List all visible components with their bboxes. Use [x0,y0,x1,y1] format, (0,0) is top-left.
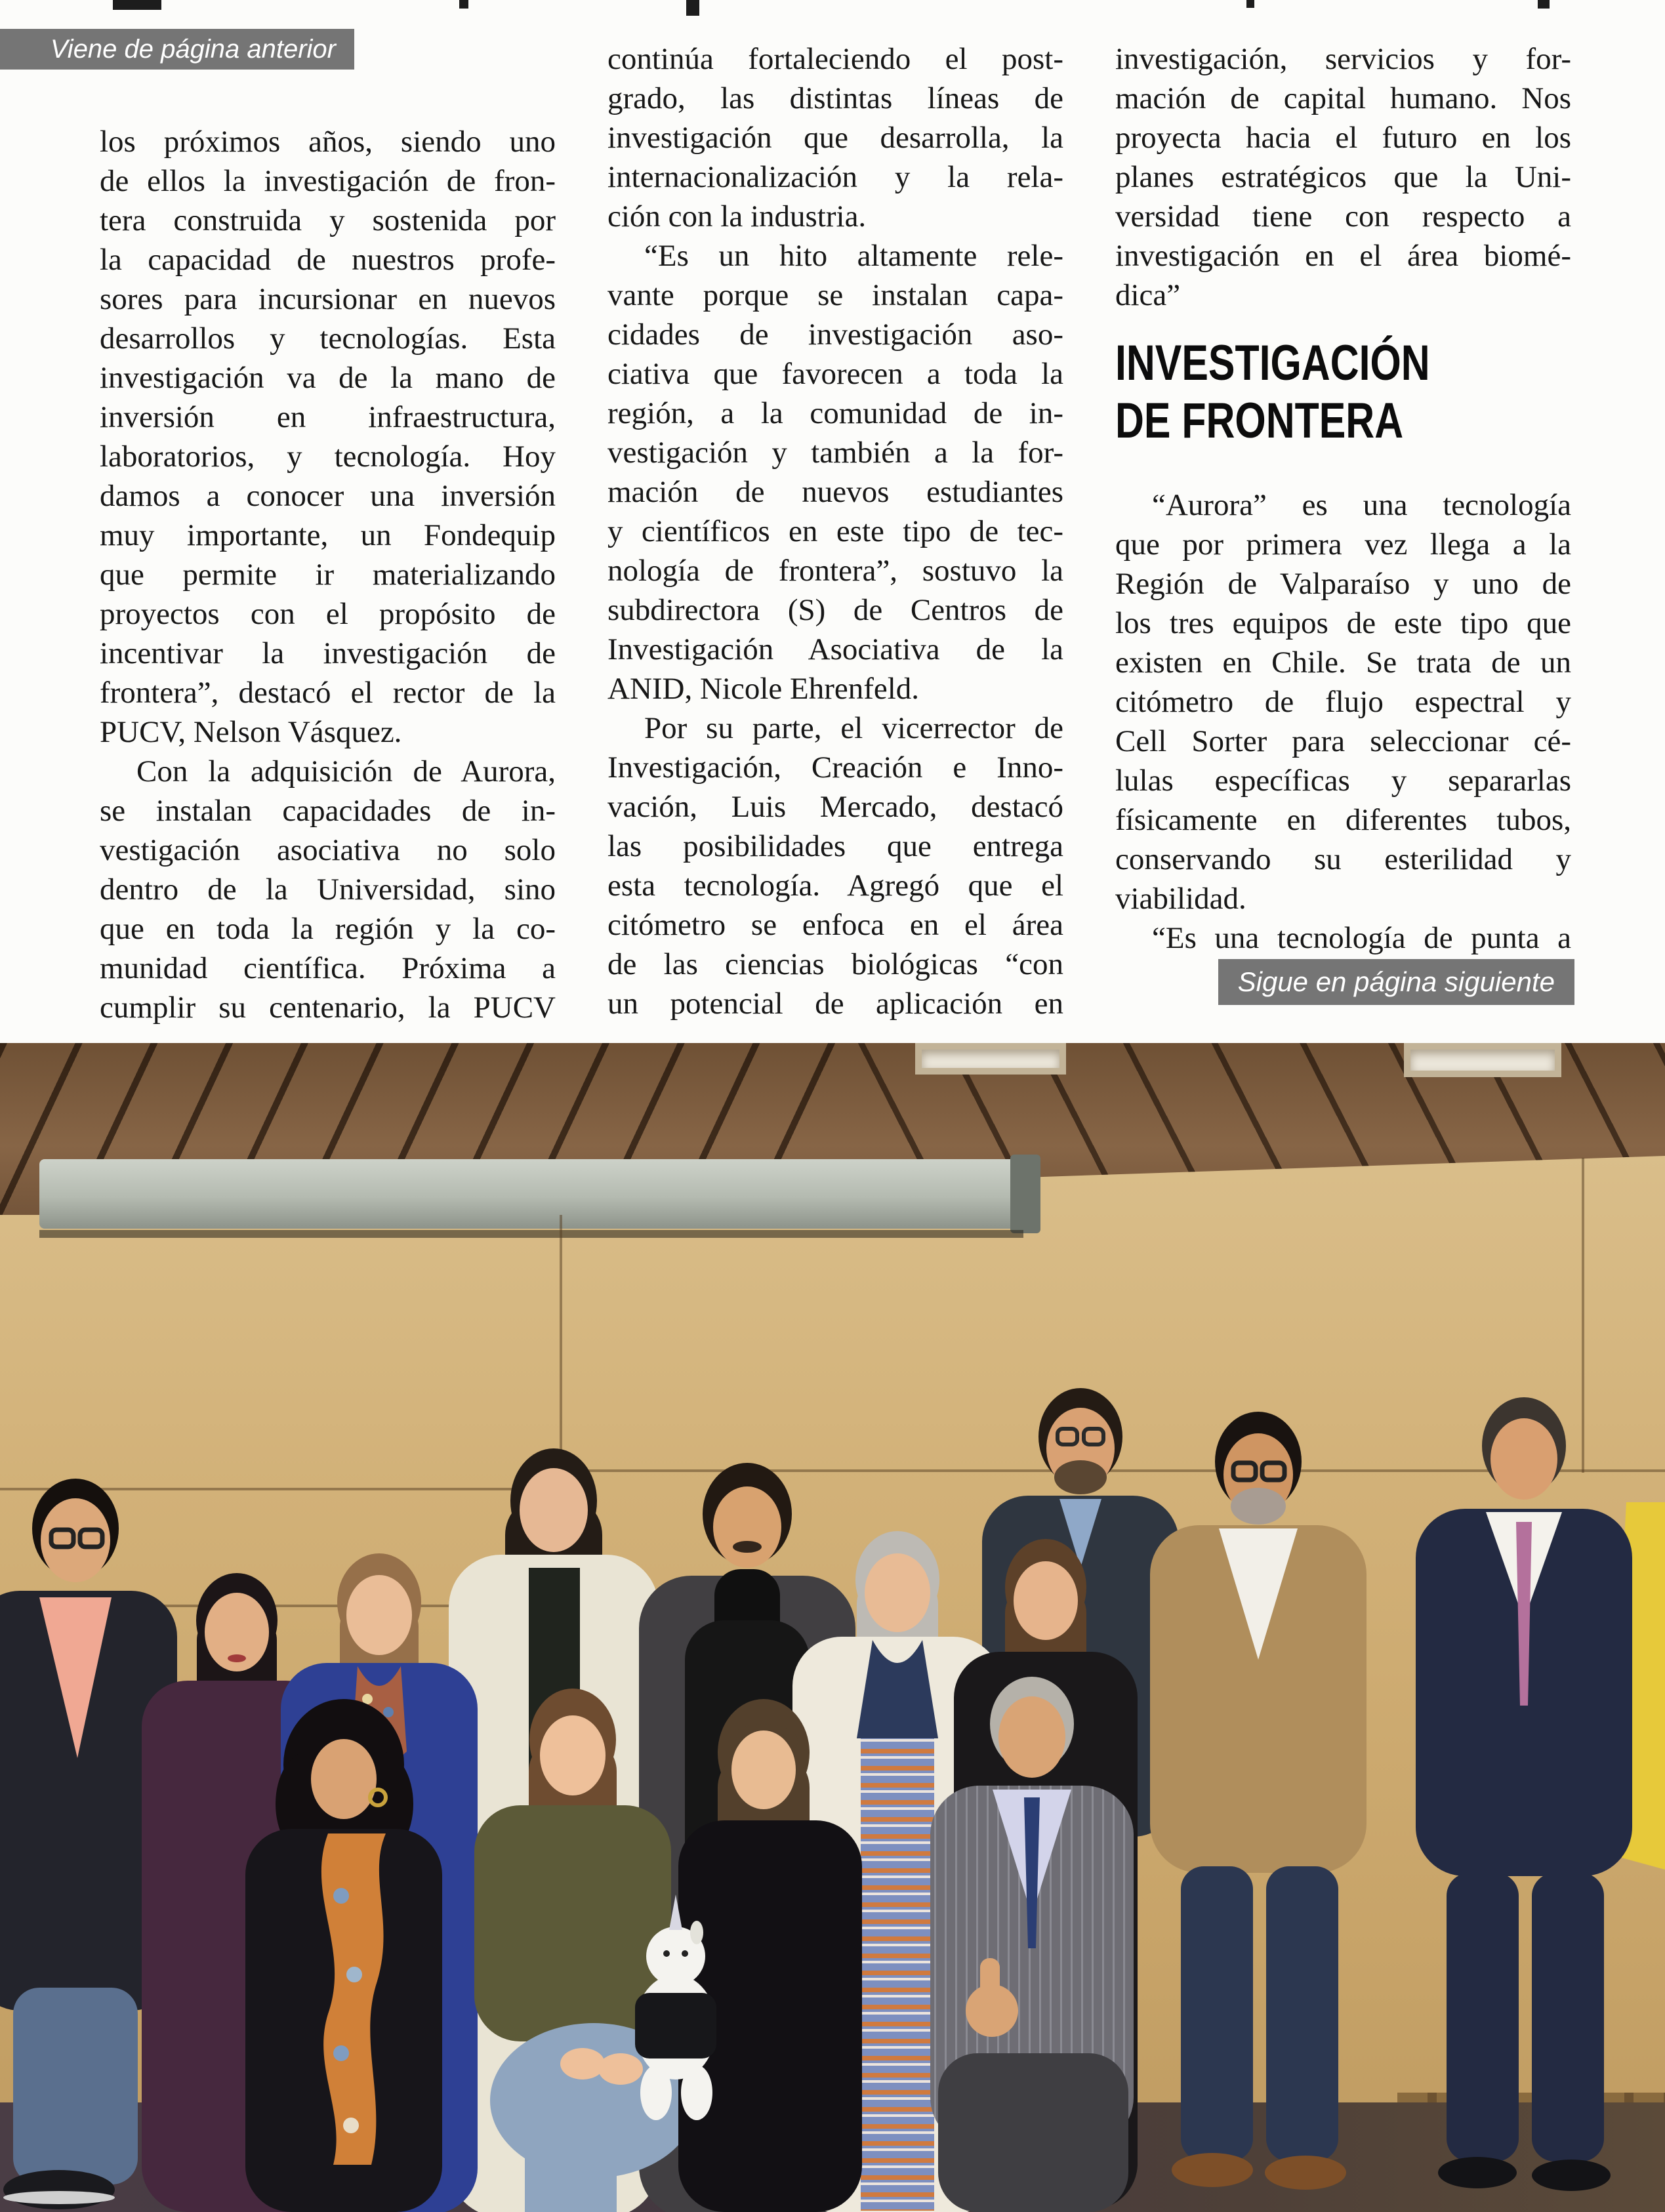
page-edge-artifact [1538,0,1550,9]
text-line: tera construida y sostenida por [100,203,556,237]
text-line: continúa fortaleciendo el post- [607,42,1063,76]
text-line: ción con la industria. [607,199,867,234]
text-line: las posibilidades que entrega [607,829,1063,863]
text-line: los tres equipos de este tipo que [1115,606,1571,640]
text-line: “Es un hito altamente rele- [644,239,1063,273]
text-line: físicamente en diferentes tubos, [1115,803,1571,837]
text-line: vestigación y también a la for- [607,436,1063,470]
text-line: Con la adquisición de Aurora, [136,754,556,789]
text-line: investigación en el área biomé- [1115,239,1571,273]
text-line: que en toda la región y la co- [100,912,556,946]
text-line: ANID, Nicole Ehrenfeld. [607,672,920,706]
text-line: versidad tiene con respecto a [1115,199,1571,234]
text-line: planes estratégicos que la Uni- [1115,160,1571,194]
text-line: muy importante, un Fondequip [100,518,556,552]
text-line: dica” [1115,278,1181,312]
text-line: investigación, servicios y for- [1115,42,1571,76]
text-line: Investigación Asociativa de la [607,632,1063,666]
text-line: cidades de investigación aso- [607,317,1063,352]
text-line: Por su parte, el vicerrector de [644,711,1063,745]
text-line: de las ciencias biológicas “con [607,947,1063,981]
text-line: lulas específicas y separarlas [1115,764,1571,798]
person-man-tan-blazer-gray-beard [1150,1412,1367,2190]
text-line: internacionalización y la rela- [607,160,1063,194]
people-group [0,1043,1665,2212]
text-line: vante porque se instalan capa- [607,278,1063,312]
text-line: existen en Chile. Se trata de un [1115,645,1571,680]
section-heading-line: DE FRONTERA [1115,393,1404,449]
article-column-3 [1115,39,1571,958]
text-line: Región de Valparaíso y uno de [1115,567,1571,601]
text-line: Cell Sorter para seleccionar cé- [1115,724,1571,758]
paragraph [100,752,556,1027]
text-line: esta tecnología. Agregó que el [607,869,1063,903]
text-line: nología de frontera”, sostuvo la [607,554,1063,588]
text-line: laboratorios, y tecnología. Hoy [100,440,556,474]
text-line: citómetro de flujo espectral y [1115,685,1571,719]
paragraph [100,122,556,752]
text-line: “Aurora” es una tecnología [1152,488,1571,522]
text-line: mación de capital humano. Nos [1115,81,1571,115]
text-line: ciativa que favorecen a toda la [607,357,1063,391]
page-edge-artifact [459,0,468,9]
text-line: vestigación asociativa no solo [100,833,556,867]
text-line: subdirectora (S) de Centros de [607,593,1063,627]
text-line: incentivar la investigación de [100,636,556,670]
text-line: dentro de la Universidad, sino [100,872,556,907]
text-line: conservando su esterilidad y [1115,842,1571,876]
text-line: un potencial de aplicación en [607,987,1063,1021]
text-line: proyecta hacia el futuro en los [1115,121,1571,155]
text-line: grado, las distintas líneas de [607,81,1063,115]
text-line: citómetro se enfoca en el área [607,908,1063,942]
text-line: Investigación, Creación e Inno- [607,750,1063,785]
text-line: inversión en infraestructura, [100,400,556,434]
section-heading-line: INVESTIGACIÓN [1115,335,1430,391]
text-line: la capacidad de nuestros profe- [100,243,556,277]
text-line: que por primera vez llega a la [1115,527,1571,562]
page-edge-artifact [1246,0,1254,8]
text-line: de ellos la investigación de fron- [100,164,556,198]
article-column-1 [100,122,556,1027]
text-line: que permite ir materializando [100,558,556,592]
continued-from-label: Viene de página anterior [0,29,354,70]
text-line: PUCV, Nelson Vásquez. [100,715,402,749]
text-line: damos a conocer una inversión [100,479,556,513]
text-line: sores para incursionar en nuevos [100,282,556,316]
text-line: munidad científica. Próxima a [100,951,556,985]
text-line: se instalan capacidades de in- [100,794,556,828]
text-line: cumplir su centenario, la PUCV [100,991,556,1025]
text-line: desarrollos y tecnologías. Esta [100,321,556,356]
text-line: investigación va de la mano de [100,361,556,395]
page-edge-artifact [686,0,699,16]
paragraph [607,708,1063,1023]
person-man-navy-suit-pink-tie [1416,1397,1632,2191]
text-line: los próximos años, siendo uno [100,125,556,159]
paragraph [1115,39,1571,315]
page-edge-artifact [113,0,161,10]
paragraph [607,39,1063,236]
text-line: región, a la comunidad de in- [607,396,1063,430]
section-heading [1115,335,1571,450]
article-column-2 [607,39,1063,1023]
text-line: proyectos con el propósito de [100,597,556,631]
paragraph [1115,485,1571,918]
text-line: investigación que desarrolla, la [607,121,1063,155]
text-line: vación, Luis Mercado, destacó [607,790,1063,824]
text-line: viabilidad. [1115,882,1246,916]
paragraph [1115,918,1571,958]
continues-on-label: Sigue en página siguiente [1218,959,1574,1005]
group-photo [0,1043,1665,2212]
text-line: “Es una tecnología de punta a [1152,921,1571,955]
paragraph [607,236,1063,708]
text-line: mación de nuevos estudiantes [607,475,1063,509]
text-line: y científicos en este tipo de tec- [607,514,1063,548]
text-line: frontera”, destacó el rector de la [100,676,556,710]
